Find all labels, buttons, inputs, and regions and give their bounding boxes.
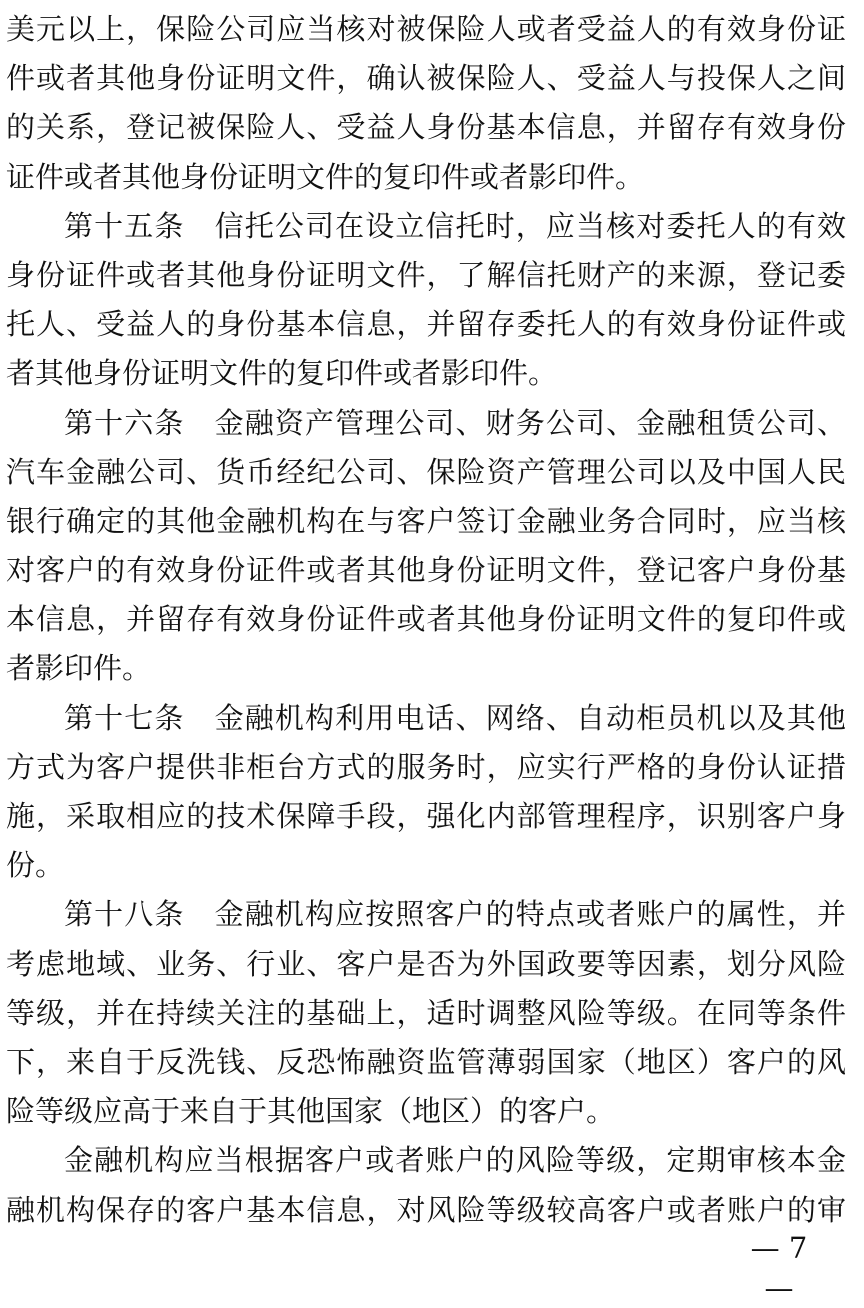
text-line: 身份证件或者其他身份证明文件，了解信托财产的来源，登记委 (6, 257, 846, 292)
text-line: 汽车金融公司、货币经纪公司、保险资产管理公司以及中国人民 (6, 454, 846, 489)
text-line: 下，来自于反洗钱、反恐怖融资监管薄弱国家（地区）客户的风 (6, 1044, 846, 1079)
text-line: 本信息，并留存有效身份证件或者其他身份证明文件的复印件或 (6, 602, 846, 637)
text-line: 的关系，登记被保险人、受益人身份基本信息，并留存有效身份 (6, 110, 846, 145)
page-number: — 7 — (750, 1231, 808, 1305)
text-line: 银行确定的其他金融机构在与客户签订金融业务合同时，应当核 (6, 503, 846, 538)
text-line: 件或者其他身份证明文件，确认被保险人、受益人与投保人之间 (6, 61, 846, 96)
paragraph (6, 5, 858, 202)
text-line: 者影印件。 (6, 651, 152, 686)
text-line: 金融机构应当根据客户或者账户的风险等级，定期审核本金 (64, 1143, 846, 1178)
text-line: 等级，并在持续关注的基础上，适时调整风险等级。在同等条件 (6, 995, 846, 1030)
text-line: 第十七条 金融机构利用电话、网络、自动柜员机以及其他 (64, 700, 846, 735)
paragraph (6, 694, 858, 891)
body-text (6, 5, 858, 1235)
text-line: 证件或者其他身份证明文件的复印件或者影印件。 (6, 159, 645, 194)
paragraph (6, 890, 858, 1136)
text-line: 方式为客户提供非柜台方式的服务时，应实行严格的身份认证措 (6, 749, 846, 784)
text-line: 第十五条 信托公司在设立信托时，应当核对委托人的有效 (64, 208, 846, 243)
paragraph (6, 1136, 858, 1234)
text-line: 份。 (6, 848, 65, 883)
text-line: 托人、受益人的身份基本信息，并留存委托人的有效身份证件或 (6, 307, 846, 342)
text-line: 者其他身份证明文件的复印件或者影印件。 (6, 356, 558, 391)
text-line: 融机构保存的客户基本信息，对风险等级较高客户或者账户的审 (6, 1192, 846, 1227)
document-page (6, 0, 858, 1305)
text-line: 对客户的有效身份证件或者其他身份证明文件，登记客户身份基 (6, 553, 846, 588)
text-line: 美元以上，保险公司应当核对被保险人或者受益人的有效身份证 (6, 12, 846, 46)
text-line: 施，采取相应的技术保障手段，强化内部管理程序，识别客户身 (6, 799, 846, 833)
text-line: 第十六条 金融资产管理公司、财务公司、金融租赁公司、 (64, 405, 846, 440)
paragraph (6, 202, 858, 399)
text-line: 考虑地域、业务、行业、客户是否为外国政要等因素，划分风险 (6, 946, 846, 981)
text-line: 险等级应高于来自于其他国家（地区）的客户。 (6, 1094, 616, 1129)
paragraph (6, 399, 858, 694)
text-line: 第十八条 金融机构应按照客户的特点或者账户的属性，并 (64, 897, 846, 932)
